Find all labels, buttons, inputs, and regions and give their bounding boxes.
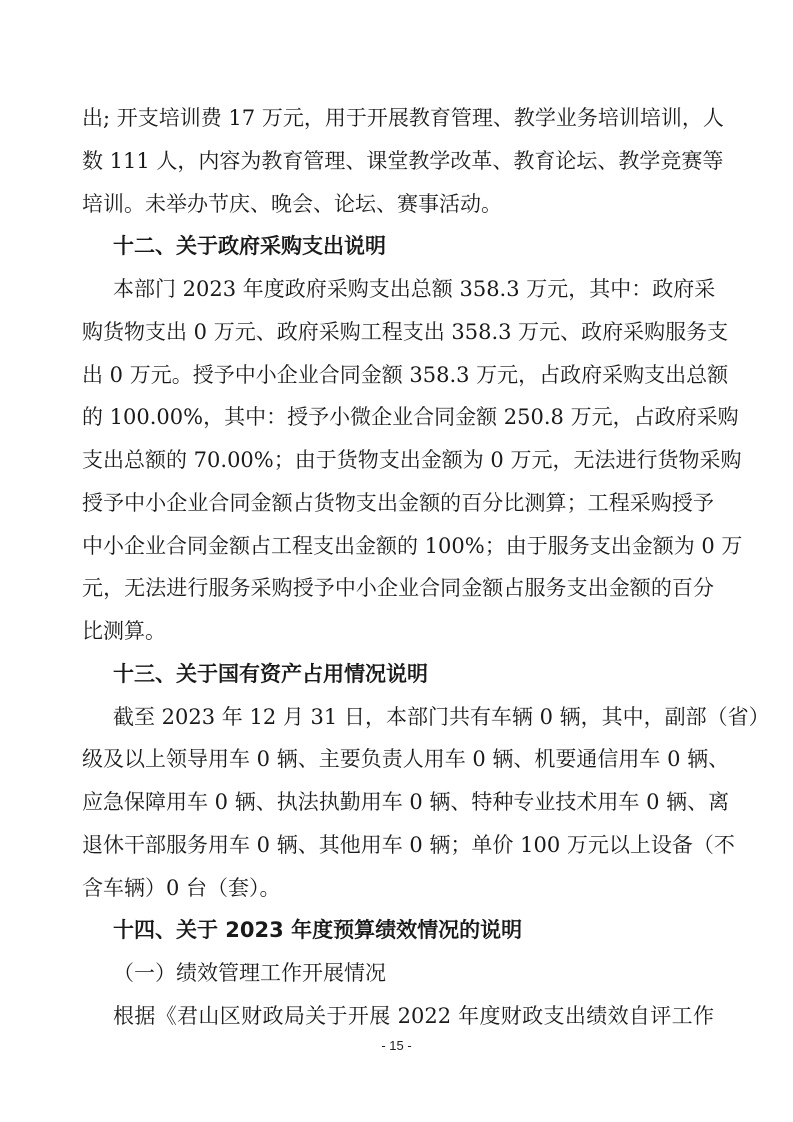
text-line: 培训。未举办节庆、晚会、论坛、赛事活动。 <box>82 191 502 216</box>
text-line: 含车辆）0 台（套）。 <box>82 875 281 900</box>
text-line: 出; 开支培训费 17 万元，用于开展教育管理、教学业务培训培训，人 <box>82 106 724 130</box>
text-line: （一）绩效管理工作开展情况 <box>113 961 386 985</box>
text-line: 支出总额的 70.00%；由于货物支出金额为 0 万元，无法进行货物采购 <box>82 448 742 472</box>
page-number: - 15 - <box>381 1038 412 1053</box>
text-line: 出 0 万元。授予中小企业合同金额 358.3 万元，占政府采购支出总额 <box>82 362 729 387</box>
section-heading: 十四、关于 2023 年度预算绩效情况的说明 <box>113 918 523 943</box>
document-body <box>82 97 770 1038</box>
text-line: 中小企业合同金额占工程支出金额的 100%；由于服务支出金额为 0 万 <box>82 533 743 558</box>
text-line: 根据《君山区财政局关于开展 2022 年度财政支出绩效自评工作 <box>113 1003 714 1028</box>
section-heading: 十二、关于政府采购支出说明 <box>113 234 386 259</box>
text-line: 应急保障用车 0 辆、执法执勤用车 0 辆、特种专业技术用车 0 辆、离 <box>82 790 730 814</box>
text-line: 截至 2023 年 12 月 31 日，本部门共有车辆 0 辆，其中，副部（省） <box>113 704 770 729</box>
section-heading: 十三、关于国有资产占用情况说明 <box>113 661 428 686</box>
text-line: 比测算。 <box>82 619 166 643</box>
text-line: 元，无法进行服务采购授予中小企业合同金额占服务支出金额的百分 <box>82 576 714 601</box>
text-line: 级及以上领导用车 0 辆、主要负责人用车 0 辆、机要通信用车 0 辆、 <box>82 747 730 772</box>
text-line: 的 100.00%，其中：授予小微企业合同金额 250.8 万元，占政府采购 <box>82 405 739 430</box>
text-line: 本部门 2023 年度政府采购支出总额 358.3 万元，其中：政府采 <box>113 277 716 301</box>
text-line: 退休干部服务用车 0 辆、其他用车 0 辆；单价 100 万元以上设备（不 <box>82 832 735 857</box>
text-line: 购货物支出 0 万元、政府采购工程支出 358.3 万元、政府采购服务支 <box>82 319 729 344</box>
text-line: 授予中小企业合同金额占货物支出金额的百分比测算；工程采购授予 <box>82 490 714 515</box>
text-line: 数 111 人，内容为教育管理、课堂教学改革、教育论坛、教学竞赛等 <box>82 148 724 173</box>
